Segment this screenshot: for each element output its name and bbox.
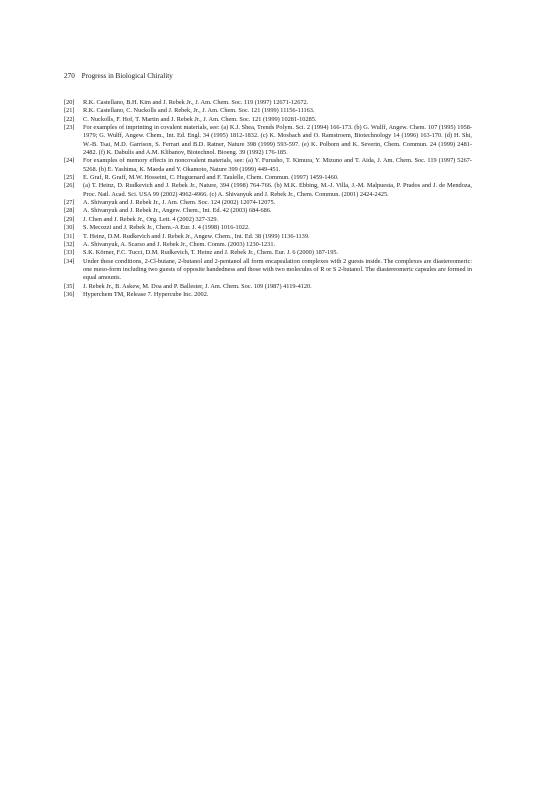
reference-text: J. Rebek Jr., B. Askew, M. Doa and P. Ballester, J. Am. Chem. Soc. 109 (1987) 4119-4120. bbox=[83, 282, 312, 290]
reference-item bbox=[64, 216, 472, 224]
reference-number: [22] bbox=[64, 115, 75, 123]
reference-text: S. Mecozzi and J. Rebek Jr., Chem.-A Eur. J. 4 (1998) 1016-1022. bbox=[83, 224, 250, 232]
reference-list bbox=[64, 99, 472, 299]
running-title: Progress in Biological Chirality bbox=[81, 72, 173, 80]
reference-text: E. Graf, R. Graff, M.W. Hosseini, C. Huguenard and F. Taulelle, Chem. Commun. (1997) 1459-1460. bbox=[83, 174, 339, 182]
reference-number: [32] bbox=[64, 240, 75, 248]
reference-item bbox=[64, 233, 472, 241]
reference-item bbox=[64, 241, 472, 249]
reference-number: [34] bbox=[64, 257, 75, 265]
reference-text: T. Heinz, D.M. Rudkevich and J. Rebek Jr., Angew. Chem., Int. Ed. 38 (1999) 1136-1139. bbox=[83, 232, 310, 240]
reference-text: For examples of imprinting in covalent materials, see: (a) K.J. Shea, Trends Polym. Sci. 2 (1994) 166-173. (b) G. Wulff, Angew. Chem. 107 (1995) 1958-1979; G. Wulff, Angew. Chem., Int. Ed. Engl. 34 (1995) 1812-1832. (c) K. Mosbach and O. Ramstroem, Biotechnology 14 (1996) 163-170. (d) H. Shi, W.-B. Tsai, M.D. Garrison, S. Ferrari and B.D. Ratner, Nature 398 (1999) 593-597. (e) K. Polborn and K. Severin, Chem. Commun. 24 (1999) 2481-2482. (f) K. Dabulis and A.M. Klibanov, Biotechnol. Bioeng. 39 (1992) 176-185. bbox=[83, 124, 472, 157]
reference-text: Hyperchem TM, Release 7. Hypercube Inc. 2002. bbox=[83, 290, 209, 298]
reference-item bbox=[64, 199, 472, 207]
reference-number: [35] bbox=[64, 282, 75, 290]
reference-item bbox=[64, 107, 472, 115]
reference-number: [29] bbox=[64, 215, 75, 223]
reference-number: [33] bbox=[64, 249, 75, 257]
reference-number: [23] bbox=[64, 124, 75, 132]
reference-item bbox=[64, 207, 472, 215]
reference-item bbox=[64, 157, 472, 174]
reference-text: R.K. Castellano, B.H. Kim and J. Rebek Jr., J. Am. Chem. Soc. 119 (1997) 12671-12672. bbox=[83, 99, 309, 106]
reference-number: [24] bbox=[64, 157, 75, 165]
reference-text: S.K. Körner, F.C. Tucci, D.M. Rudkevich, T. Heinz and J. Rebek Jr., Chem. Eur. J. 6 (2000) 187-195. bbox=[83, 249, 339, 257]
reference-text: C. Nuckolls, F. Hof, T. Martin and J. Rebek Jr., J. Am. Chem. Soc. 121 (1999) 10281-10285. bbox=[83, 115, 317, 123]
reference-item bbox=[64, 116, 472, 124]
reference-text: For examples of memory effects in noncovalent materials, see: (a) Y. Furusho, T. Kimura, Y. Mizuno and T. Aida, J. Am. Chem. Soc. 119 (1997) 5267-5268. (b) E. Yashima, K. Maeda and Y. Okamoto, Nature 399 (1999) 449-451. bbox=[83, 157, 472, 173]
reference-item bbox=[64, 283, 472, 291]
reference-number: [28] bbox=[64, 207, 75, 215]
reference-number: [20] bbox=[64, 99, 75, 106]
reference-number: [36] bbox=[64, 290, 75, 298]
reference-item bbox=[64, 124, 472, 157]
page-number: 270 bbox=[64, 72, 75, 80]
reference-item bbox=[64, 99, 472, 107]
reference-text: A. Shivanyuk, A. Scarso and J. Rebek Jr., Chem. Comm. (2003) 1230-1231. bbox=[83, 240, 276, 248]
reference-number: [30] bbox=[64, 224, 75, 232]
reference-item bbox=[64, 174, 472, 182]
reference-number: [26] bbox=[64, 182, 75, 190]
reference-number: [21] bbox=[64, 107, 75, 115]
reference-number: [25] bbox=[64, 174, 75, 182]
reference-text: (a) T. Heinz, D. Rudkevich and J. Rebek Jr., Nature, 394 (1998) 764-766. (b) M.K. Ebbing, M.-J. Villa, J.-M. Malpuesta, P. Prados and J. de Mendoza, Proc. Natl. Acad. Sci. USA 99 (2002) 4962-4966. (c) A. Shivanyuk and J. Rebek Jr., Chem. Commun. (2001) 2424-2425. bbox=[83, 182, 472, 198]
reference-text: A. Shivanyuk and J. Rebek Jr., J. Am. Chem. Soc. 124 (2002) 12074-12075. bbox=[83, 199, 276, 207]
reference-item bbox=[64, 249, 472, 257]
reference-number: [31] bbox=[64, 232, 75, 240]
reference-item bbox=[64, 182, 472, 199]
reference-item bbox=[64, 291, 472, 299]
running-header bbox=[64, 72, 173, 80]
reference-item bbox=[64, 258, 472, 283]
reference-text: J. Chen and J. Rebek Jr., Org. Lett. 4 (2002) 327-329. bbox=[83, 215, 219, 223]
reference-text: A. Shivanyuk and J. Rebek Jr., Angew. Chem., Int. Ed. 42 (2003) 684-686. bbox=[83, 207, 272, 215]
reference-number: [27] bbox=[64, 199, 75, 207]
reference-text: Under these conditions, 2-Cl-butane, 2-butanol and 2-pentanol all form encapsulation complexes with 2 guests inside. The complexes are diastereomeric: one meso-form including two guests of opposite handedness and those with two molecules of R or S 2-butanol. The diastereomeric capsules are formed in equal amounts. bbox=[83, 257, 472, 282]
reference-text: R.K. Castellano, C. Nuckolls and J. Rebek, Jr., J. Am. Chem. Soc. 121 (1999) 11156-11163. bbox=[83, 107, 315, 115]
reference-item bbox=[64, 224, 472, 232]
